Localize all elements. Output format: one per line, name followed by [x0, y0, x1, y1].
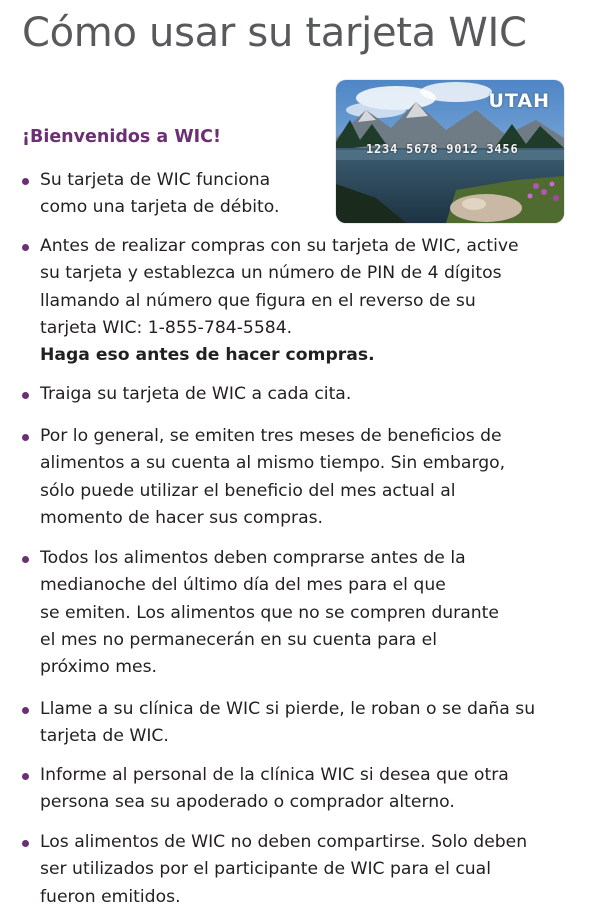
bullet-line: alimentos a su cuenta al mismo tiempo. Sin embargo,	[40, 453, 506, 474]
bullet-item-debit	[22, 167, 596, 222]
bullet-line: tarjeta WIC: 1-855-784-5584.	[40, 317, 293, 338]
bullet-dot-icon	[22, 707, 29, 714]
bullet-item-benefits	[22, 423, 596, 532]
bullet-line: Llame a su clínica de WIC si pierde, le roban o se daña su	[40, 699, 536, 719]
bullet-line: Informe al personal de la clínica WIC si desea que otra	[40, 765, 509, 785]
bullet-dot-icon	[22, 392, 29, 399]
bullet-dot-icon	[22, 773, 29, 780]
bullet-line: Traiga su tarjeta de WIC a cada cita.	[40, 384, 352, 404]
bullet-dot-icon	[22, 556, 29, 563]
bullet-line: como una tarjeta de débito.	[40, 197, 280, 218]
bullet-item-bring-card	[22, 381, 596, 408]
bullet-item-no-sharing	[22, 829, 596, 911]
bullet-text	[40, 829, 596, 911]
bullet-line: Por lo general, se emiten tres meses de beneficios de	[40, 426, 502, 446]
bullet-line: tarjeta de WIC.	[40, 726, 169, 747]
bullet-line: próximo mes.	[40, 657, 157, 678]
card-state-label: UTAH	[488, 90, 550, 112]
bullet-line: sólo puede utilizar el beneficio del mes actual al	[40, 480, 456, 501]
bullet-line: Los alimentos de WIC no deben compartirse. Solo deben	[40, 832, 528, 852]
bullet-line: llamando al número que figura en el reverso de su	[40, 290, 476, 311]
bullet-text	[40, 696, 596, 751]
bullet-line: Todos los alimentos deben comprarse antes de la	[40, 548, 466, 568]
card-number: 1234 5678 9012 3456	[366, 142, 519, 156]
bullet-dot-icon	[22, 244, 29, 251]
bullet-dot-icon	[22, 178, 29, 185]
bullet-text	[40, 545, 596, 681]
welcome-heading: ¡Bienvenidos a WIC!	[22, 127, 221, 147]
bullet-item-proxy	[22, 762, 596, 817]
bullet-line: persona sea su apoderado o comprador alterno.	[40, 792, 455, 813]
bullet-line: ser utilizados por el participante de WIC para el cual	[40, 859, 491, 880]
bullet-item-lost-card	[22, 696, 596, 751]
bullet-dot-icon	[22, 434, 29, 441]
bullet-line: momento de hacer sus compras.	[40, 507, 324, 528]
bullet-text	[40, 233, 596, 369]
bullet-line: medianoche del último día del mes para el que	[40, 575, 446, 596]
bullet-item-deadline	[22, 545, 596, 681]
bullet-line: Antes de realizar compras con su tarjeta de WIC, active	[40, 236, 519, 256]
bullet-text	[40, 381, 596, 408]
bullet-text	[40, 423, 596, 532]
bullet-text	[40, 762, 596, 817]
bullet-dot-icon	[22, 840, 29, 847]
bullet-line: el mes no permanecerán en su cuenta para el	[40, 629, 438, 650]
page-title: Cómo usar su tarjeta WIC	[22, 10, 527, 56]
bullet-emphasis: Haga eso antes de hacer compras.	[40, 345, 375, 366]
bullet-text	[40, 167, 596, 222]
bullet-line: fueron emitidos.	[40, 886, 181, 907]
bullet-line: Su tarjeta de WIC funciona	[40, 170, 271, 190]
bullet-item-pin	[22, 233, 596, 369]
bullet-line: su tarjeta y establezca un número de PIN de 4 dígitos	[40, 263, 502, 284]
bullet-line: se emiten. Los alimentos que no se compren durante	[40, 602, 499, 623]
